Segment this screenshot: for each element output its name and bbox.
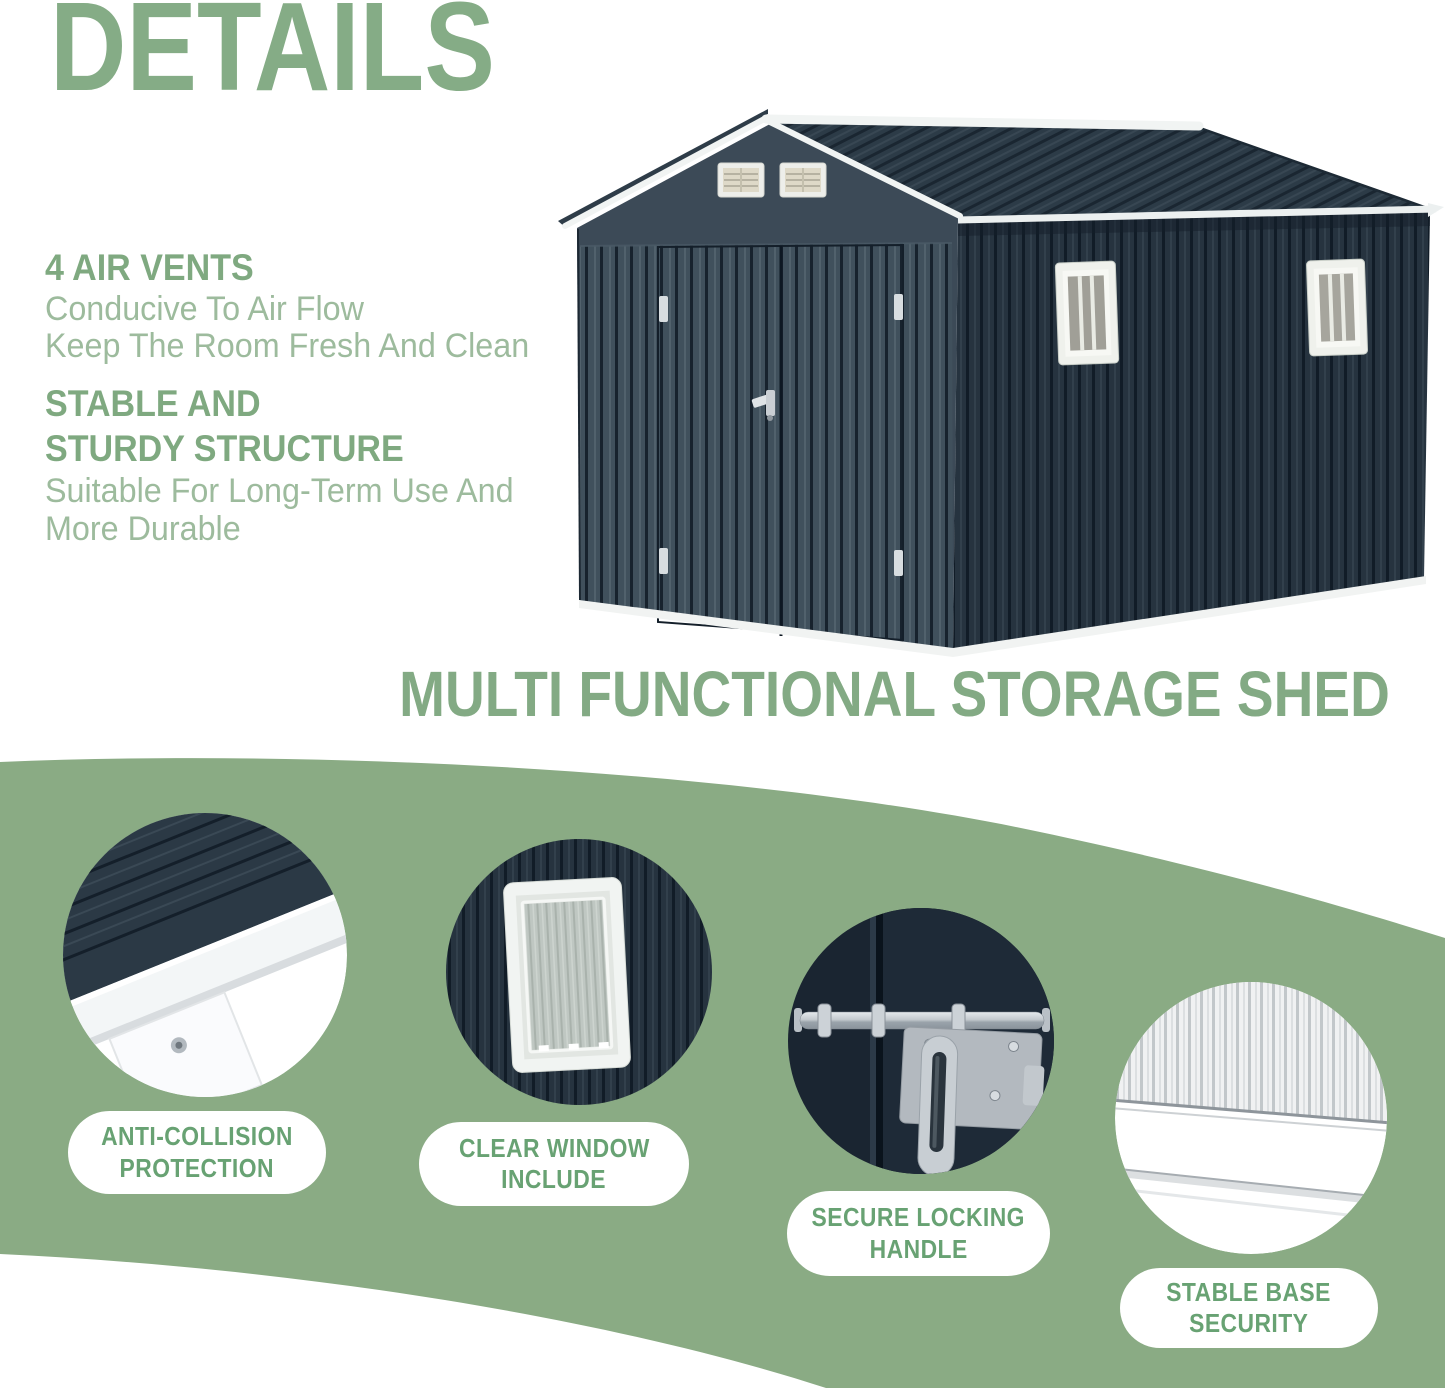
- feature-2-title-line-2: STURDY STRUCTURE: [45, 428, 404, 469]
- callout-pill-anti-collision: [68, 1111, 326, 1194]
- callout-label-line: CLEAR WINDOW: [458, 1132, 650, 1163]
- callout-photo-clear-window: [446, 839, 712, 1105]
- shed-window-2: [1306, 259, 1367, 356]
- feature-2-title-line-1: STABLE AND: [45, 383, 261, 424]
- shed-photo: [558, 109, 1444, 657]
- callout-pill-locking-handle: [787, 1191, 1050, 1276]
- banner-heading: MULTI FUNCTIONAL STORAGE SHED: [399, 658, 1390, 730]
- callout-label-line: PROTECTION: [119, 1152, 275, 1183]
- feature-1-title: 4 AIR VENTS: [45, 247, 254, 288]
- callout-label-line: ANTI-COLLISION: [101, 1121, 293, 1152]
- page-title: DETAILS: [50, 0, 495, 117]
- callout-label-line: SECURITY: [1189, 1308, 1309, 1338]
- callout-pill-stable-base: [1120, 1268, 1378, 1348]
- callout-label-line: INCLUDE: [501, 1164, 607, 1194]
- shed-gable-vent-2: [780, 163, 826, 197]
- callout-pill-clear-window: [419, 1122, 689, 1206]
- shed-window-1: [1055, 261, 1119, 365]
- feature-2-body-line-2: More Durable: [45, 510, 241, 548]
- feature-1-body-line-1: Conducive To Air Flow: [45, 290, 364, 328]
- callout-label-line: SECURE LOCKING: [811, 1202, 1026, 1233]
- feature-2-body-line-1: Suitable For Long-Term Use And: [45, 472, 514, 510]
- feature-1-body-line-2: Keep The Room Fresh And Clean: [45, 327, 530, 365]
- callout-label-line: HANDLE: [869, 1233, 968, 1264]
- shed-gable-vent-1: [718, 163, 764, 197]
- callout-label-line: STABLE BASE: [1166, 1276, 1332, 1307]
